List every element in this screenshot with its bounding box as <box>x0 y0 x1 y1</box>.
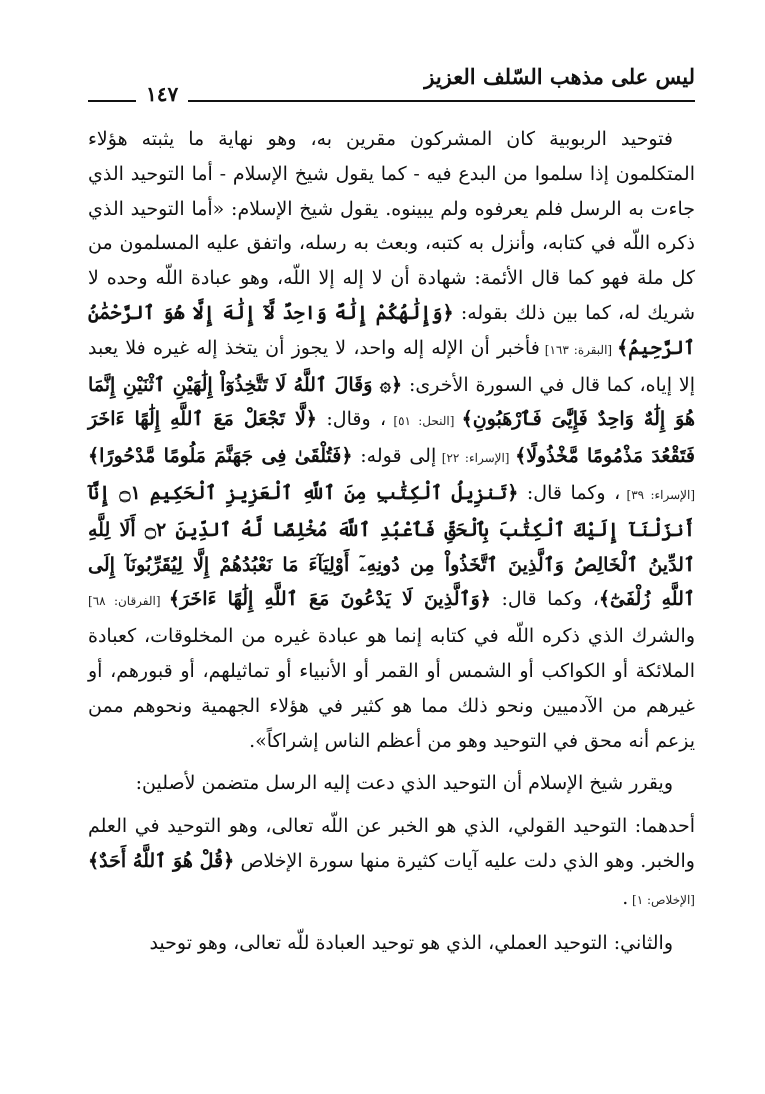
quran-verse: ﴿تَنزِيلُ ٱلْكِتَٰبِ مِنَ ٱللَّهِ ٱلْعَزِيزِ ٱلْحَكِيمِ ۝١ إِنَّآ أَنزَلْنَآ إِلَيْكَ ٱلْكِتَٰبَ بِٱلْحَقِّ فَٱعْبُدِ ٱللَّهَ مُخْلِصًا لَّهُ ٱلدِّينَ ۝٢ أَلَا لِلَّهِ ٱلدِّينُ ٱلْخَالِصُ وَٱلَّذِينَ ٱتَّخَذُواْ مِن دُونِهِۦٓ أَوْلِيَآءَ مَا نَعْبُدُهُمْ إِلَّا لِيُقَرِّبُونَآ إِلَى ٱللَّهِ زُلْفَىٰٓ﴾ <box>88 481 695 611</box>
verse-reference: [النحل: ٥١] <box>386 414 462 429</box>
verse-reference: [الإسراء: ٣٩] <box>620 487 696 502</box>
page-body <box>88 122 695 960</box>
body-text: . <box>622 886 629 909</box>
running-title: ليس على مذهب السّلف العزيز <box>424 64 695 89</box>
body-text: إلى قوله: <box>352 445 437 468</box>
paragraph-4 <box>88 926 695 961</box>
quran-verse: ﴿وَٱلَّذِينَ لَا يَدْعُونَ مَعَ ٱللَّهِ إِلَٰهًا ءَاخَرَ﴾ <box>168 588 491 611</box>
body-text: ، وكما قال: <box>490 588 599 611</box>
verse-reference: [البقرة: ١٦٣] <box>539 342 618 357</box>
body-text: ويقرر شيخ الإسلام أن التوحيد الذي دعت إليه الرسل متضمن لأصلين: <box>135 772 673 795</box>
verse-reference: [الإسراء: ٢٢] <box>436 451 516 466</box>
quran-verse: ﴿وَإِلَٰهُكُمْ إِلَٰهٌ وَاحِدٌ لَّآ إِلَٰهَ إِلَّا هُوَ ٱلرَّحْمَٰنُ ٱلرَّحِيمُ﴾ <box>88 301 695 359</box>
verse-reference: [الإخلاص: ١] <box>628 892 695 907</box>
body-text: ، وكما قال: <box>518 481 621 504</box>
body-text: فتوحيد الربوبية كان المشركون مقرين به، وهو نهاية ما يثبته هؤلاء المتكلمون إذا سلموا من البدع فيه - كما يقول شيخ الإسلام - أما التوحيد الذي جاءت به الرسل فلم يعرفوه ولم يبينوه. يقول شيخ الإسلام: «أما التوحيد الذي ذكره اللّه في كتابه، وأنزل به كتبه، وبعث به رسله، واتفق عليه المسلمون من كل ملة فهو كما قال الأئمة: شهادة أن لا إله إلا اللّه، وهو عبادة اللّه وحده لا شريك له، كما بين ذلك بقوله: <box>88 128 695 324</box>
paragraph-3 <box>88 809 695 917</box>
body-text: والشرك الذي ذكره اللّه في كتابه إنما هو عبادة غيره من المخلوقات، كعبادة الملائكة أو الكواكب أو الشمس أو القمر أو الأنبياء أو تماثيلهم، أو قبورهم، أو غيرهم من الآدميين ونحو ذلك مما هو كثير في هؤلاء الجهمية ونحوهم ممن يزعم أنه محق في التوحيد وهو من أعظم الناس إشراكاً». <box>88 625 695 752</box>
body-text: أحدهما: التوحيد القولي، الذي هو الخبر عن اللّه تعالى، وهو التوحيد في العلم والخبر. وهو الذي دلت عليه آيات كثيرة منها سورة الإخلاص <box>88 815 695 872</box>
body-text: ، وقال: <box>316 408 387 431</box>
paragraph-1 <box>88 122 695 758</box>
body-text: فأخبر أن الإله إله واحد، لا يجوز أن يتخذ إله غيره فلا يعبد إلا إياه، كما قال في السورة الأخرى: <box>88 336 695 396</box>
verse-reference: [الفرقان: ٦٨] <box>88 594 169 609</box>
quran-verse: ﴿فَتُلْقَىٰ فِى جَهَنَّمَ مَلُومًا مَّدْحُورًا﴾ <box>88 445 353 468</box>
quran-verse: ﴿لَّا تَجْعَلْ مَعَ ٱللَّهِ إِلَٰهًا ءَاخَرَ فَتَقْعُدَ مَذْمُومًا مَّخْذُولًا﴾ <box>88 408 696 468</box>
body-text: والثاني: التوحيد العملي، الذي هو توحيد العبادة للّه تعالى، وهو توحيد <box>149 931 673 954</box>
quran-verse: ﴿قُلْ هُوَ ٱللَّهُ أَحَدٌ﴾ <box>88 849 235 872</box>
quran-verse: ﴿۞ وَقَالَ ٱللَّهُ لَا تَتَّخِذُوٓاْ إِلَٰهَيْنِ ٱثْنَيْنِ إِنَّمَا هُوَ إِلَٰهٌ وَاحِدٌ فَإِيَّٰىَ فَٱرْهَبُونِ﴾ <box>88 373 695 431</box>
page-number: ١٤٧ <box>136 82 188 106</box>
paragraph-2 <box>88 766 695 801</box>
page-header <box>88 60 695 112</box>
